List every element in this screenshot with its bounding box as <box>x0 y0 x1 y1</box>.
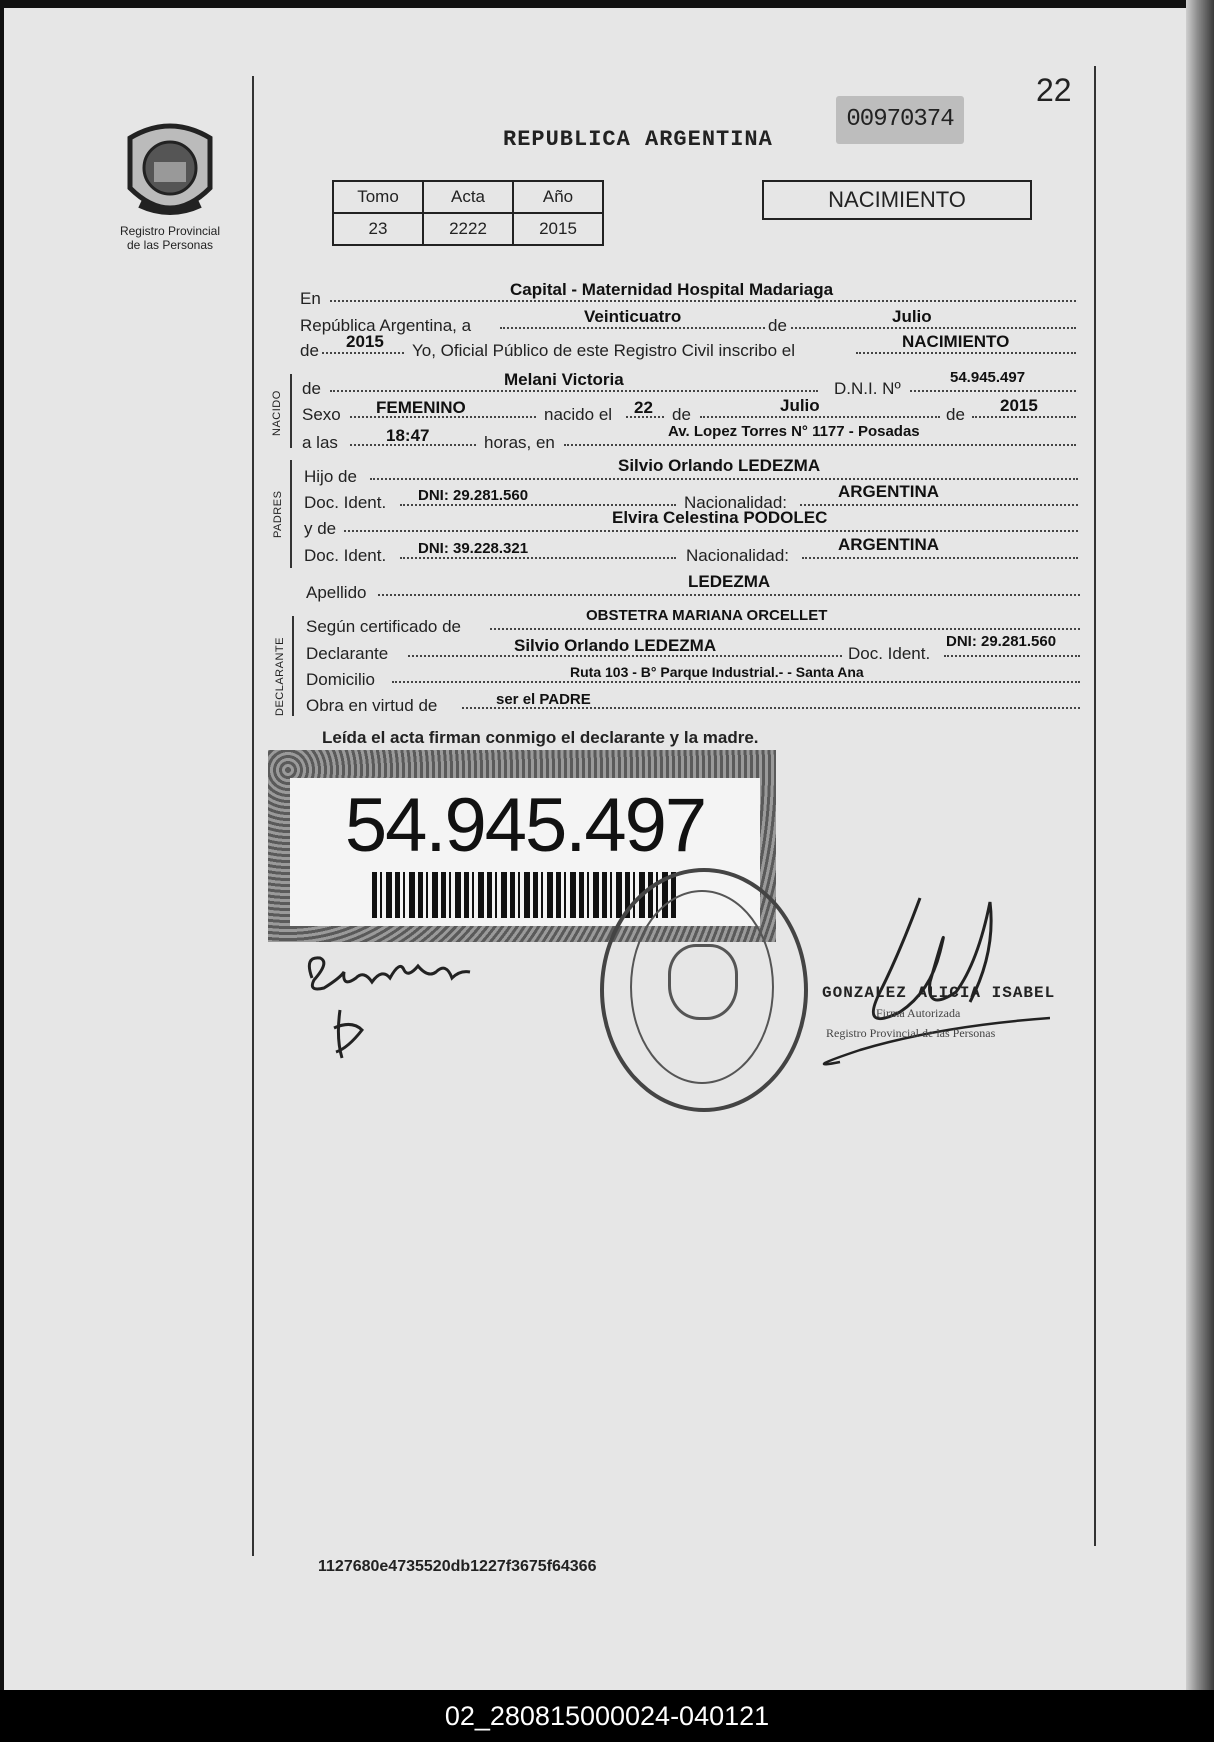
value-madre-doc: DNI: 39.228.321 <box>418 540 529 557</box>
value-anio-registro: 2015 <box>346 332 384 351</box>
official-role: Firma Autorizada <box>876 1006 961 1020</box>
dotted-line <box>370 478 1078 480</box>
value-tomo: 23 <box>333 213 423 245</box>
country-heading: REPUBLICA ARGENTINA <box>503 127 773 152</box>
label-de-anio: de <box>946 405 965 424</box>
dotted-line <box>856 352 1076 354</box>
label-domicilio: Domicilio <box>306 670 375 689</box>
document-type-box: NACIMIENTO <box>762 180 1032 220</box>
label-y-de: y de <box>304 519 337 538</box>
value-apellido: LEDEZMA <box>688 572 771 591</box>
dotted-line <box>944 655 1080 657</box>
label-declarante: Declarante <box>306 644 389 663</box>
dotted-line <box>800 504 1078 506</box>
logo-caption-line-2: de las Personas <box>126 238 214 252</box>
label-doc-ident-madre: Doc. Ident. <box>304 546 387 565</box>
dotted-line <box>330 300 1076 302</box>
dotted-line <box>322 352 404 354</box>
section-line-padres <box>290 460 292 568</box>
label-doc-ident-padre: Doc. Ident. <box>304 493 387 512</box>
value-dni: 54.945.497 <box>950 369 1026 386</box>
logo-caption <box>100 224 240 252</box>
value-lugar-nacimiento: Av. Lopez Torres N° 1177 - Posadas <box>668 423 920 440</box>
section-label-padres: PADRES <box>272 490 284 538</box>
dotted-line <box>972 416 1076 418</box>
value-mes-nacimiento: Julio <box>780 396 820 415</box>
value-padre-nacionalidad: ARGENTINA <box>838 482 940 501</box>
value-nombre: Melani Victoria <box>504 370 624 389</box>
value-mes-registro: Julio <box>892 307 932 326</box>
left-margin-line <box>252 76 254 1556</box>
value-acta: 2222 <box>423 213 513 245</box>
value-obra-en-virtud: ser el PADRE <box>496 691 591 708</box>
scan-caption: 02_280815000024-040121 <box>0 1690 1214 1742</box>
label-doc-ident-declarante: Doc. Ident. <box>848 644 931 663</box>
label-de-mes: de <box>672 405 691 424</box>
label-horas-en: horas, en <box>484 433 555 452</box>
value-declarante-doc: DNI: 29.281.560 <box>946 633 1057 650</box>
value-madre-nacionalidad: ARGENTINA <box>838 535 940 554</box>
closing-statement: Leída el acta firman conmigo el declarante y la madre. <box>322 728 759 747</box>
label-de-year: de <box>300 341 319 360</box>
dotted-line <box>700 416 940 418</box>
stamp-emblem-icon <box>668 944 738 1020</box>
label-a-las: a las <box>302 433 338 452</box>
label-hijo-de: Hijo de <box>304 467 357 486</box>
section-label-declarante: DECLARANTE <box>274 637 286 716</box>
province-seal-logo <box>120 118 220 228</box>
label-de: de <box>768 316 787 335</box>
official-name: GONZALEZ ALICIA ISABEL <box>822 984 1056 1002</box>
value-certificado: OBSTETRA MARIANA ORCELLET <box>586 607 828 624</box>
declarant-signature <box>300 948 480 1068</box>
label-nacido-el: nacido el <box>544 405 613 424</box>
label-nacionalidad-madre: Nacionalidad: <box>686 546 790 565</box>
logo-caption-line-1: Registro Provincial <box>119 224 221 238</box>
value-anio: 2015 <box>513 213 603 245</box>
value-madre: Elvira Celestina PODOLEC <box>612 508 828 527</box>
label-obra-en-virtud: Obra en virtud de <box>306 696 438 715</box>
header-acta: Acta <box>423 181 513 213</box>
official-office: Registro Provincial de las Personas <box>826 1026 996 1040</box>
section-line-nacido <box>290 374 292 448</box>
section-line-declarante <box>292 616 294 716</box>
header-anio: Año <box>513 181 603 213</box>
value-padre-doc: DNI: 29.281.560 <box>418 487 529 504</box>
dotted-line <box>802 557 1078 559</box>
document-hash: 1127680e4735520db1227f3675f64366 <box>318 1558 597 1575</box>
label-de-nombre: de <box>302 379 321 398</box>
dotted-line <box>344 530 1078 532</box>
registry-table-header-row <box>333 181 603 213</box>
label-sexo: Sexo <box>302 405 341 424</box>
header-tomo: Tomo <box>333 181 423 213</box>
registry-table-value-row <box>333 213 603 245</box>
value-anio-nacimiento: 2015 <box>1000 396 1038 415</box>
value-padre: Silvio Orlando LEDEZMA <box>618 456 821 475</box>
label-apellido: Apellido <box>306 583 367 602</box>
label-oficial: Yo, Oficial Público de este Registro Civil inscribo el <box>412 341 795 360</box>
right-margin-line <box>1094 66 1096 1546</box>
value-domicilio: Ruta 103 - B° Parque Industrial.- - Santa Ana <box>570 664 864 680</box>
serial-number-stamp: 00970374 <box>836 96 964 144</box>
paper-edge <box>1186 0 1214 1690</box>
value-dia-nacimiento: 22 <box>634 398 653 417</box>
value-lugar: Capital - Maternidad Hospital Madariaga <box>510 280 834 299</box>
dotted-line <box>330 390 818 392</box>
value-dia-registro: Veinticuatro <box>584 307 682 326</box>
label-nacionalidad-padre: Nacionalidad: <box>684 493 788 512</box>
value-tipo-inscripcion: NACIMIENTO <box>902 332 1010 351</box>
dni-sticker-number: 54.945.497 <box>344 783 706 868</box>
registry-table <box>332 180 604 246</box>
page-number: 22 <box>1036 72 1072 108</box>
value-hora: 18:47 <box>386 426 430 445</box>
section-label-nacido: NACIDO <box>271 390 283 436</box>
dotted-line <box>490 628 1080 630</box>
dotted-line <box>910 390 1076 392</box>
label-republica-a: República Argentina, a <box>300 316 472 335</box>
dotted-line <box>378 594 1080 596</box>
label-dni: D.N.I. Nº <box>834 379 901 398</box>
label-en: En <box>300 289 321 308</box>
value-sexo: FEMENINO <box>376 398 466 417</box>
value-declarante: Silvio Orlando LEDEZMA <box>514 636 717 655</box>
label-segun-certificado: Según certificado de <box>306 617 461 636</box>
dotted-line <box>564 444 1076 446</box>
